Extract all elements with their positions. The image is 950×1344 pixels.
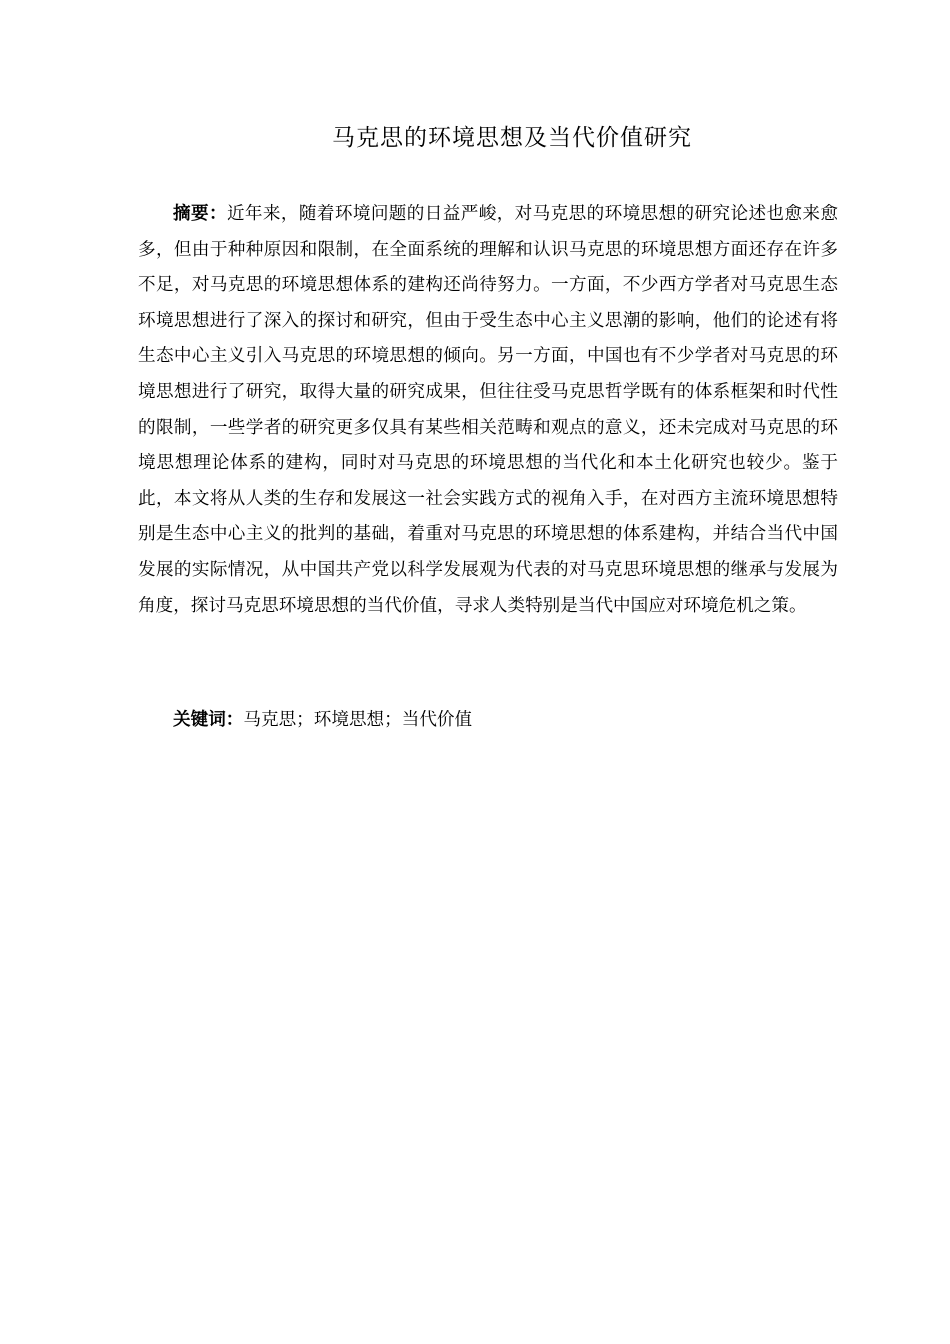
- keywords-text: 马克思；环境思想；当代价值: [243, 710, 473, 730]
- abstract-paragraph: [138, 197, 838, 624]
- abstract-text: 近年来，随着环境问题的日益严峻，对马克思的环境思想的研究论述也愈来愈多，但由于种种原因和限制，在全面系统的理解和认识马克思的环境思想方面还存在许多不足，对马克思的环境思想体系的建构还尚待努力。一方面，不少西方学者对马克思生态环境思想进行了深入的探讨和研究，但由于受生态中心主义思潮的影响，他们的论述有将生态中心主义引入马克思的环境思想的倾向。另一方面，中国也有不少学者对马克思的环境思想进行了研究，取得大量的研究成果，但往往受马克思哲学既有的体系框架和时代性的限制，一些学者的研究更多仅具有某些相关范畴和观点的意义，还未完成对马克思的环境思想理论体系的建构，同时对马克思的环境思想的当代化和本土化研究也较少。鉴于此，本文将从人类的生存和发展这一社会实践方式的视角入手，在对西方主流环境思想特别是生态中心主义的批判的基础，着重对马克思的环境思想的体系建构，并结合当代中国发展的实际情况，从中国共产党以科学发展观为代表的对马克思环境思想的继承与发展为角度，探讨马克思环境思想的当代价值，寻求人类特别是当代中国应对环境危机之策。: [138, 204, 838, 616]
- document-title: 马克思的环境思想及当代价值研究: [332, 125, 692, 151]
- keywords-label: 关键词：: [173, 710, 244, 730]
- keywords-paragraph: [138, 703, 838, 738]
- abstract-label: 摘要：: [173, 204, 227, 224]
